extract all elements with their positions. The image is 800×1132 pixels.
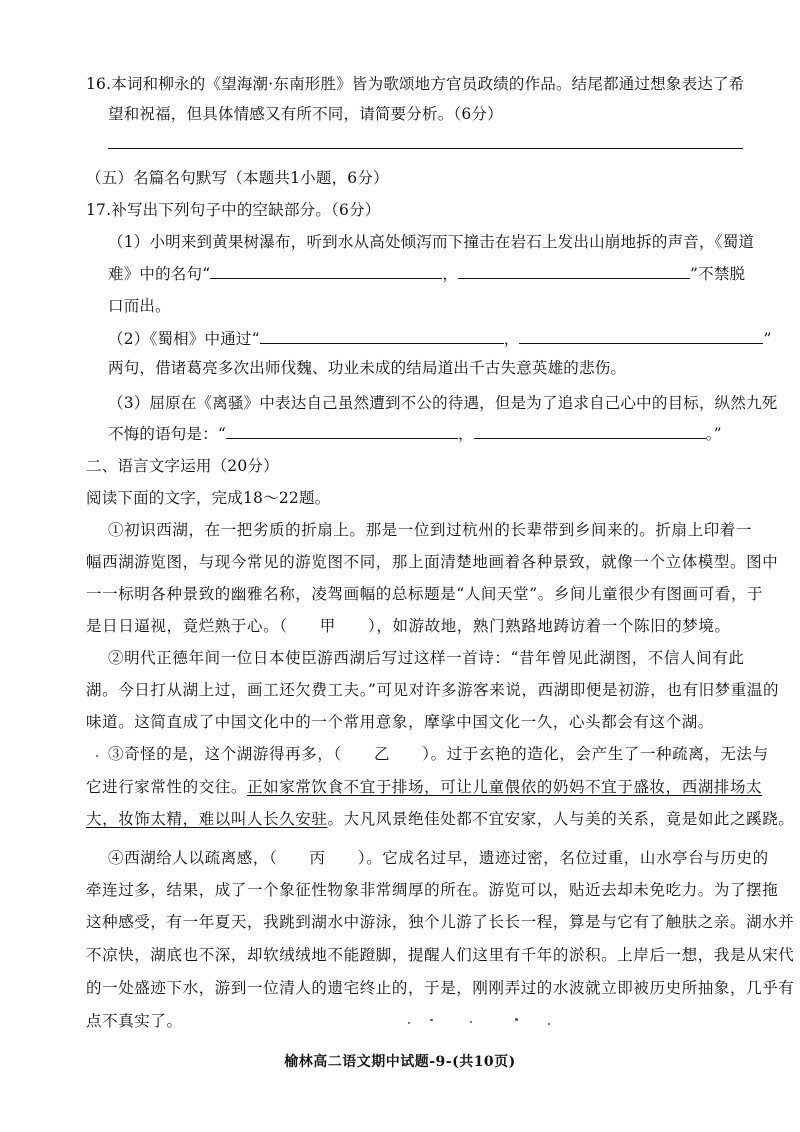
passage-p4-line-4: 不凉快，湖底也不深，却软绒绒地不能蹬脚，提醒人们这里有千年的淤积。上岸后一想，我是从宋代 [86,946,795,964]
scan-speck [515,1018,518,1021]
passage-p3-line-2 [86,776,762,798]
q17-part1-line-1: （1）小明来到黄果树瀑布，听到水从高处倾泻而下撞击在岩石上发出山崩地拆的声音，《蜀道 [108,233,755,251]
passage-p3-line-1: ③奇怪的是，这个湖游得再多，（ 乙 ）。过于玄艳的造化，会产生了一种疏离，无法与 [108,745,769,763]
passage-p4-line-6: 点不真实了。 [86,1012,183,1030]
q17-part2-blank-2[interactable] [519,329,763,344]
q17-part1-text-b: ”不禁脱 [690,265,746,283]
q17-part3-line-1: （3）屈原在《离骚》中表达自己虽然遭到不公的待遇，但是为了追求自己心中的目标，纵然九死 [108,394,778,412]
passage-p1-line-2: 幅西湖游览图，与现今常见的游览图不同，那上面清楚地画着各种景致，就像一个立体模型。图中 [86,553,779,571]
q17-part3-line-2 [108,423,722,445]
page-footer: 榆林高二语文期中试题-9-(共10页) [284,1054,516,1070]
passage-p1-line-3: 一一标明各种景致的幽雅名称，凌驾画幅的总标题是“人间天堂”。乡间儿童很少有图画可看，于 [86,585,764,603]
q16-line-2: 望和祝福，但具体情感又有所不同，请简要分析。（6分） [108,105,503,123]
q16-line-1: 16.本词和柳永的《望海潮·东南形胜》皆为歌颂地方官员政绩的作品。结尾都通过想象表达了希 [86,75,745,93]
scan-speck [470,1021,472,1023]
passage-p1-line-4: 是日日逼视，竟烂熟于心。（ 甲 ），如游故地，熟门熟路地踌访着一个陈旧的梦境。 [86,617,731,635]
q17-part3-sep: ， [458,425,474,443]
q17-part2-sep: ， [503,330,520,348]
q17-part1-blank-2[interactable] [458,264,690,279]
scan-speck [430,1019,433,1021]
passage-p2-line-1: ②明代正德年间一位日本使臣游西湖后写过这样一首诗：“昔年曾见此湖图，不信人间有此 [108,649,745,667]
q17-part1-text-a: 难》中的名句“ [108,265,211,283]
q17-part3-blank-1[interactable] [226,424,458,439]
q17-part1-line-3: 口而出。 [108,297,171,315]
passage-p2-line-2: 湖。今日打从湖上过，画工还欠费工夫。”可见对许多游客来说，西湖即便是初游，也有旧梦重温的 [86,681,780,699]
passage-p4-line-5: 的一处盛迹下水，游到一位清人的遗宅终止的，于是，刚刚弄过的水波就立即被历史所抽象，几乎有 [86,979,795,997]
scan-speck [548,1023,550,1025]
scan-speck [96,755,98,757]
passage-p3-underlined-a: 正如家常饮食不宜于排场，可让儿童偎依的奶妈不宜于盛妆，西湖排场太 [247,778,763,796]
q17-part3-text-a: 不悔的语句是：“ [108,425,227,443]
passage-p3-line-3-plain: 。大凡风景绝佳处都不宜安家，人与美的关系，竟是如此之蹊跷。 [327,810,795,828]
q17-part1-blank-1[interactable] [210,264,442,279]
passage-p4-line-3: 这种感受，有一年夏天，我跳到湖水中游泳，独个儿游了长长一程，算是与它有了触肤之亲。湖水并 [86,913,795,931]
passage-p4-line-1: ④西湖给人以疏离感，（ 丙 ）。它成名过早，遗迹过密，名位过重，山水亭台与历史的 [108,849,769,867]
scan-speck [408,1022,410,1024]
q17-part3-text-b: 。” [705,425,722,443]
q17-part2-line-1 [108,328,772,350]
q17-part1-sep: ， [442,265,459,283]
passage-p4-line-2: 牵连过多，结果，成了一个象征性物象非常绸厚的所在。游览可以，贴近去却未免吃力。为了摆拖 [86,881,779,899]
reading-instruction: 阅读下面的文字，完成18～22题。 [86,489,331,507]
q17-part2-text-b: ” [763,330,772,348]
q17-part2-blank-1[interactable] [260,329,504,344]
section-5-title: （五）名篇名句默写（本题共1小题，6分） [86,169,389,187]
q17-part3-blank-2[interactable] [474,424,706,439]
q17-part2-line-2: 两句，借诸葛亮多次出师伐魏、功业未成的结局道出千古失意英雄的悲伤。 [108,359,627,377]
passage-p2-line-3: 味道。这简直成了中国文化中的一个常用意象，摩挲中国文化一久，心头都会有这个湖。 [86,713,714,731]
passage-p3-underlined-b: 大，妆饰太精，难以叫人长久安驻 [86,810,328,828]
q17-stem: 17.补写出下列句子中的空缺部分。（6分） [86,201,381,219]
passage-p3-line-3 [86,808,794,830]
section-2-title: 二、语言文字运用（20分） [86,457,279,475]
passage-p3-line-2-plain: 它进行家常性的交往。 [86,778,248,796]
q17-part2-text-a: （2）《蜀相》中通过“ [108,330,260,348]
q16-answer-line[interactable] [108,148,743,149]
passage-p1-line-1: ①初识西湖，在一把劣质的折扇上。那是一位到过杭州的长辈带到乡间来的。折扇上印着一 [108,521,753,539]
q17-part1-line-2 [108,263,745,285]
